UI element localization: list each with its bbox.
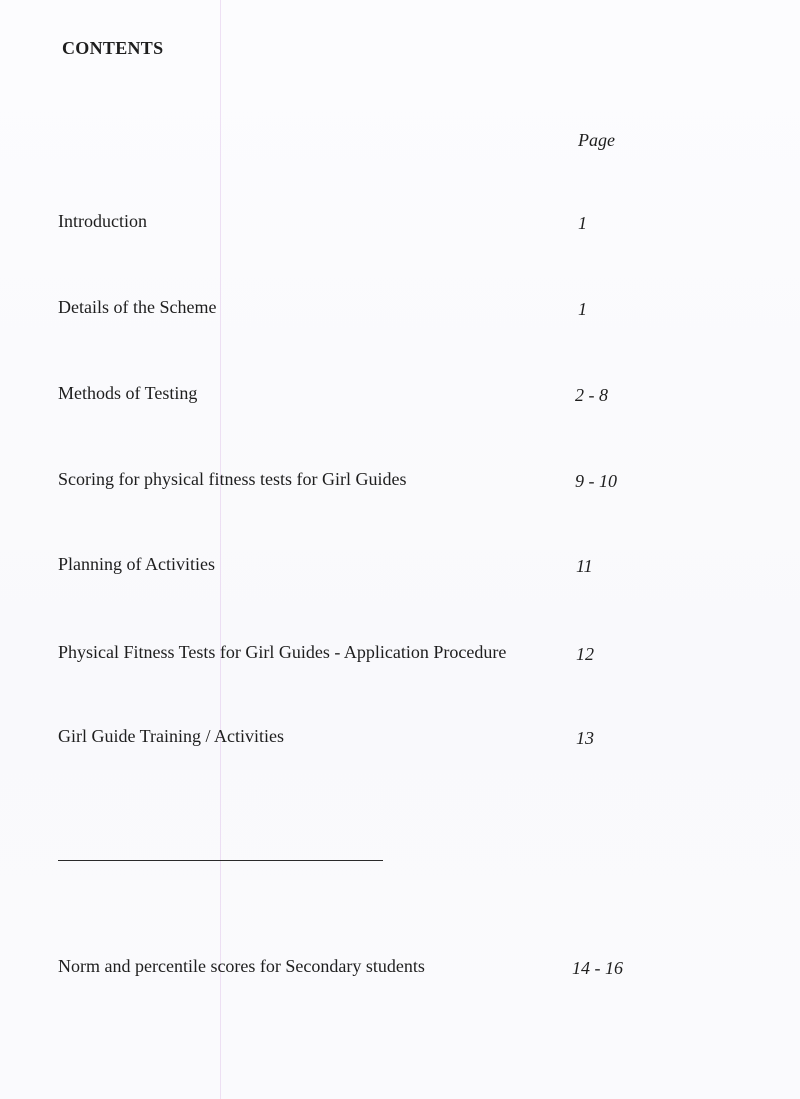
toc-entry-page: 13 (576, 728, 594, 748)
scan-fold-line (220, 0, 221, 1099)
toc-entry-introduction (0, 211, 800, 237)
toc-entry-title: Planning of Activities (58, 554, 215, 574)
toc-entry-page: 1 (578, 213, 587, 233)
toc-entry-page: 12 (576, 644, 594, 664)
toc-entry-page: 2 - 8 (575, 385, 608, 405)
toc-entry-title: Scoring for physical fitness tests for Girl Guides (58, 469, 407, 489)
toc-entry-norm-percentile-scores (0, 956, 800, 982)
toc-entry-training-activities (0, 726, 800, 752)
toc-entry-planning-of-activities (0, 554, 800, 580)
toc-entry-title: Norm and percentile scores for Secondary students (58, 956, 425, 976)
toc-entry-details-of-scheme (0, 297, 800, 323)
toc-entry-methods-of-testing (0, 383, 800, 409)
toc-entry-title: Methods of Testing (58, 383, 198, 403)
toc-entry-page: 11 (576, 556, 593, 576)
toc-entry-page: 9 - 10 (575, 471, 617, 491)
toc-entry-scoring (0, 469, 800, 495)
toc-entry-application-procedure (0, 642, 800, 668)
contents-heading: CONTENTS (62, 38, 164, 58)
toc-entry-title: Girl Guide Training / Activities (58, 726, 285, 746)
toc-entry-page: 1 (578, 299, 587, 319)
page-column-label: Page (578, 130, 615, 150)
toc-entry-title: Introduction (58, 211, 147, 231)
toc-entry-title: Physical Fitness Tests for Girl Guides - Application Procedure (58, 642, 507, 662)
toc-entry-page: 14 - 16 (572, 958, 623, 978)
section-divider (58, 860, 383, 861)
toc-entry-title: Details of the Scheme (58, 297, 217, 317)
